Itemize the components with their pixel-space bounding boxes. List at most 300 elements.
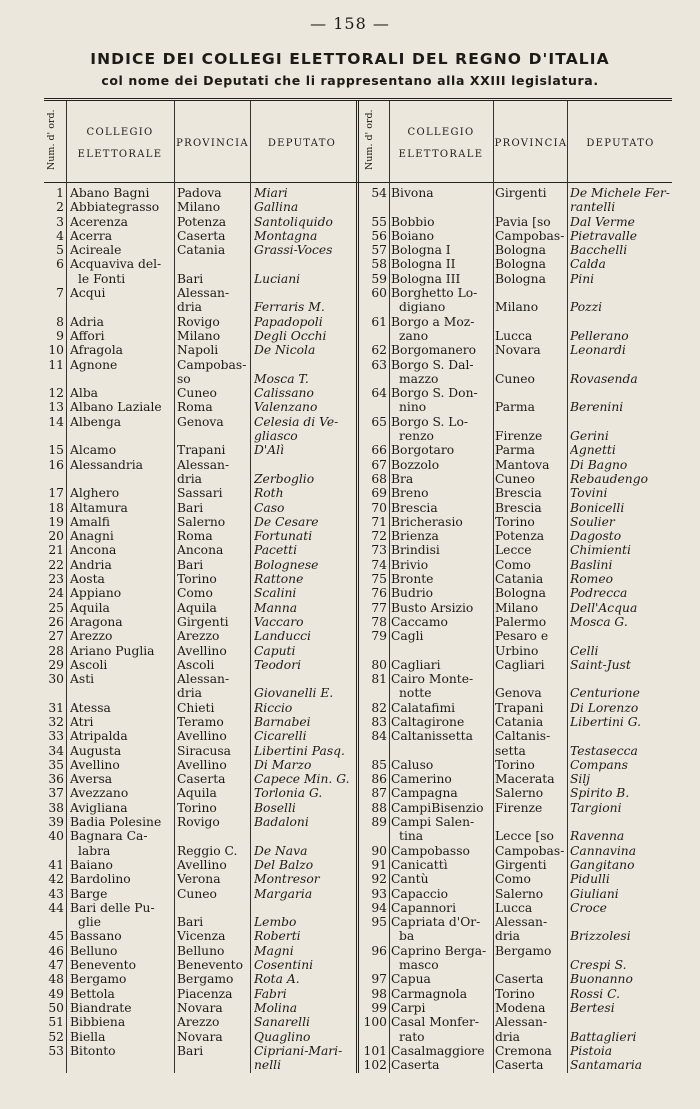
table-cell-line [254, 458, 354, 472]
table-cell-line: Borgo S. Don- [391, 386, 478, 401]
table-cell-line: 40 [48, 829, 64, 844]
table-cell-line: 53 [48, 1043, 64, 1058]
table-cell-line: Girgenti [495, 857, 547, 872]
table-cell-line: dria [177, 471, 203, 486]
table-cell-line [254, 829, 354, 843]
table-cell-line: 28 [48, 643, 64, 658]
table-cell-line: 21 [48, 543, 64, 558]
table-cell-line: Berenini [570, 400, 624, 415]
table-cell-line: Vicenza [177, 929, 226, 944]
table-cell-line: Landucci [254, 629, 311, 644]
table-cell-line: Atripalda [70, 729, 128, 744]
table-cell-line: 62 [371, 343, 387, 358]
table-cell-line: Bagnara Ca- [70, 829, 148, 844]
table-cell-line: 68 [371, 471, 387, 486]
table-cell-line: renzo [399, 429, 434, 444]
table-cell-line: 16 [48, 457, 64, 472]
table-cell-line: Borgo S. Lo- [391, 414, 469, 429]
header-provincia: PROVINCIA [176, 138, 249, 149]
table-cell-line: Sanarelli [254, 1015, 310, 1030]
table-cell-line: Bertesi [570, 1000, 615, 1015]
table-cell-line: Dell'Acqua [570, 600, 638, 615]
table-cell-line: Breno [391, 486, 429, 501]
table-cell-line [44, 429, 64, 443]
table-cell-line [70, 429, 174, 443]
table-cell-line [360, 958, 387, 972]
table-cell-line: Ravenna [570, 829, 625, 844]
table-cell-line: Ascoli [177, 657, 215, 672]
table-cell-line: Appiano [70, 586, 122, 601]
table-cell-line: Alcamo [70, 443, 117, 458]
table-cell-line: Brescia [495, 486, 542, 501]
table-cell-line [360, 429, 387, 443]
table-cell-line: dria [495, 1029, 521, 1044]
table-cell-line: Bologna II [391, 257, 456, 272]
table-cell-line: Ancona [70, 543, 117, 558]
table-divider [356, 101, 359, 1073]
left-collegio-column [70, 186, 174, 1072]
table-cell-line: Bolognese [254, 557, 319, 572]
table-cell-line: Affori [70, 328, 105, 343]
table-cell-line: 85 [371, 757, 387, 772]
table-cell-line: Giovanelli E. [254, 686, 334, 701]
table-cell-line: Santamaria [570, 1058, 643, 1073]
table-cell-line [391, 644, 493, 658]
table-cell-line: Rovigo [177, 314, 220, 329]
table-cell-line: Celesia di Ve- [254, 414, 339, 429]
table-cell-line: Acireale [70, 243, 122, 258]
table-cell-line: Caserta [495, 1058, 544, 1073]
table-cell-line: Cosentini [254, 958, 314, 973]
table-cell-line: Pietravalle [570, 228, 638, 243]
table-cell-line [254, 358, 354, 372]
table-cell-line: 56 [371, 228, 387, 243]
table-cell-line: Campobas- [177, 357, 247, 372]
table-cell-line: Arezzo [177, 629, 220, 644]
table-cell-line: 18 [48, 500, 64, 515]
table-cell-line: Afragola [70, 343, 123, 358]
table-cell-line: 48 [48, 972, 64, 987]
table-cell-line: Albenga [70, 414, 122, 429]
table-cell-line: Biella [70, 1029, 106, 1044]
table-cell-line: Avigliana [70, 800, 128, 815]
right-num-column [360, 186, 387, 1072]
table-cell-line: Boselli [254, 800, 296, 815]
table-cell-line: 43 [48, 886, 64, 901]
table-cell-line: Rattone [254, 572, 304, 587]
table-cell-line: Rossi C. [570, 986, 621, 1001]
table-cell-line: Cipriani-Mari- [254, 1043, 343, 1058]
table-cell-line [360, 200, 387, 214]
table-cell-line: Bari [177, 915, 204, 930]
table-cell-line: 61 [371, 314, 387, 329]
table-cell-line [570, 386, 676, 400]
table-cell-line: 1 [56, 186, 64, 200]
table-cell-line: Torlonia G. [254, 786, 323, 801]
table-cell-line: Catania [495, 714, 544, 729]
table-cell-line: 8 [56, 314, 64, 329]
table-cell-line: Reggio C. [177, 843, 238, 858]
table-cell-line: 49 [48, 986, 64, 1001]
table-cell-line: Caltanissetta [391, 729, 473, 744]
table-cell-line: 78 [371, 614, 387, 629]
table-cell-line: Campi Salen- [391, 815, 475, 830]
table-cell-line [360, 686, 387, 700]
table-cell-line: Budrio [391, 586, 434, 601]
table-cell-line: Manna [254, 600, 298, 615]
table-cell-line [391, 200, 493, 214]
table-cell-line: Compans [570, 757, 628, 772]
table-cell-line: dria [495, 929, 521, 944]
table-cell-line [70, 686, 174, 700]
table-cell-line: 73 [371, 543, 387, 558]
table-cell-line: Calatafimi [391, 700, 456, 715]
table-cell-line: Campobas- [495, 843, 565, 858]
table-cell-line: Di Bagno [570, 457, 628, 472]
table-cell-line: Rovasenda [570, 371, 638, 386]
table-cell-line: 101 [363, 1043, 387, 1058]
table-cell-line [254, 901, 354, 915]
table-cell-line: 51 [48, 1015, 64, 1030]
table-cell-line: Riccio [254, 700, 293, 715]
table-cell-line [570, 358, 676, 372]
table-cell-line: Potenza [177, 214, 227, 229]
table-cell-line [391, 744, 493, 758]
table-cell-line: Parma [495, 443, 535, 458]
table-cell-line: 91 [371, 857, 387, 872]
table-cell-line: Bologna III [391, 271, 461, 286]
table-cell-line [360, 829, 387, 843]
table-cell-line: Bari [177, 500, 204, 515]
table-cell-line: Pavia [so [495, 214, 551, 229]
table-cell-line: 22 [48, 557, 64, 572]
table-cell-line: Rebaudengo [570, 471, 649, 486]
table-cell-line: 32 [48, 714, 64, 729]
table-cell-line: Siracusa [177, 743, 232, 758]
table-cell-line: 90 [371, 843, 387, 858]
table-cell-line [44, 844, 64, 858]
table-cell-line: Avellino [177, 643, 227, 658]
table-cell-line: Brescia [391, 500, 438, 515]
table-cell-line [44, 272, 64, 286]
table-cell-line: Macerata [495, 772, 555, 787]
table-cell-line: Anagni [70, 529, 114, 544]
table-cell-line: Bologna I [391, 243, 451, 258]
table-cell-line [495, 286, 567, 300]
table-cell-line [44, 300, 64, 314]
table-cell-line [177, 1058, 250, 1072]
table-cell-line: Albano Laziale [70, 400, 162, 415]
table-cell-line: Aversa [70, 772, 113, 787]
table-cell-line: Bobbio [391, 214, 435, 229]
table-cell-line: Como [495, 872, 531, 887]
right-collegio-column [391, 186, 493, 1072]
table-cell-line: Valenzano [254, 400, 318, 415]
table-cell-line: Torino [495, 514, 535, 529]
table-cell-line: 75 [371, 572, 387, 587]
table-cell-line [70, 372, 174, 386]
table-cell-line: Lecce [495, 543, 532, 558]
table-cell-line: 42 [48, 872, 64, 887]
table-cell-line: Aragona [70, 614, 123, 629]
table-cell-line: Borgomanero [391, 343, 477, 358]
table-cell-line: Grassi-Voces [254, 243, 333, 258]
table-cell-line: 4 [56, 228, 64, 243]
table-cell-line: 41 [48, 857, 64, 872]
table-cell-line: Bergamo [70, 972, 127, 987]
table-cell-line: Dal Verme [570, 214, 635, 229]
table-cell-line [360, 300, 387, 314]
table-cell-line: Alessan- [177, 672, 230, 687]
table-cell-line: Campobas- [495, 228, 565, 243]
table-cell-line: Fortunati [254, 529, 313, 544]
table-cell-line: Piacenza [177, 986, 233, 1001]
table-cell-line: Cuneo [177, 886, 217, 901]
table-cell-line: Bronte [391, 572, 434, 587]
table-cell-line: 69 [371, 486, 387, 501]
table-cell-line: Trapani [177, 443, 226, 458]
table-cell-line: Rota A. [254, 972, 300, 987]
table-cell-line: Como [177, 586, 213, 601]
table-cell-line [570, 729, 676, 743]
table-cell-line: Caluso [391, 757, 434, 772]
table-cell-line: Arezzo [177, 1015, 220, 1030]
table-cell-line: Arezzo [70, 629, 113, 644]
table-cell-line: 100 [363, 1015, 387, 1030]
table-cell-line: Aquila [177, 600, 217, 615]
table-cell-line: Cantù [391, 872, 429, 887]
table-cell-line: 80 [371, 657, 387, 672]
table-cell-line: Roma [177, 529, 213, 544]
table-cell-line: Belluno [177, 943, 225, 958]
table-cell-line: Roth [254, 486, 284, 501]
table-cell-line: Urbino [495, 643, 539, 658]
table-cell-line: 95 [371, 915, 387, 930]
table-cell-line: Avezzano [70, 786, 129, 801]
table-cell-line: Rovigo [177, 815, 220, 830]
left-num-column [44, 186, 64, 1072]
table-cell-line: Milano [177, 200, 221, 215]
table-cell-line: Altamura [70, 500, 128, 515]
table-cell-line: Atri [70, 714, 94, 729]
table-cell-line [44, 915, 64, 929]
table-cell-line: Caserta [495, 972, 544, 987]
table-cell-line: Gerini [570, 429, 609, 444]
table-cell-line [360, 1030, 387, 1044]
table-cell-line: Bra [391, 471, 414, 486]
table-cell-line: 38 [48, 800, 64, 815]
table-cell-line: Magni [254, 943, 294, 958]
table-cell-line: Campagna [391, 786, 458, 801]
table-cell-line [570, 1015, 676, 1029]
table-cell-line: Tovini [570, 486, 608, 501]
table-cell-line: 33 [48, 729, 64, 744]
table-cell-line: Camerino [391, 772, 452, 787]
table-cell-line: Badaloni [254, 815, 309, 830]
table-cell-line: Torino [177, 572, 217, 587]
table-cell-line: 39 [48, 815, 64, 830]
table-cell-line: Chimienti [570, 543, 631, 558]
table-cell-line: 77 [371, 600, 387, 615]
table-cell-line: Papadopoli [254, 314, 323, 329]
table-cell-line: Bologna [495, 271, 546, 286]
table-cell-line: Ferraris M. [254, 300, 325, 315]
table-cell-line: Carpi [391, 1000, 426, 1015]
table-cell-line [70, 300, 174, 314]
table-cell-line: Torino [495, 757, 535, 772]
table-cell-line: Cuneo [177, 386, 217, 401]
table-cell-line: dria [177, 300, 203, 315]
table-cell-line: 19 [48, 514, 64, 529]
table-cell-line: 99 [371, 1000, 387, 1015]
table-cell-line: Vaccaro [254, 614, 304, 629]
table-cell-line: 89 [371, 815, 387, 830]
table-cell-line: 45 [48, 929, 64, 944]
table-cell-line [360, 644, 387, 658]
table-cell-line [360, 372, 387, 386]
table-cell-line: Avellino [177, 757, 227, 772]
table-cell-line: Ariano Puglia [70, 643, 155, 658]
table-cell-line: Palermo [495, 614, 547, 629]
table-cell-line: Cagliari [495, 657, 545, 672]
table-cell-line: Caserta [177, 228, 226, 243]
table-cell-line: Alessandria [70, 457, 143, 472]
table-cell-line: nino [399, 400, 427, 415]
table-cell-line: Belluno [70, 943, 118, 958]
page-subtitle: col nome dei Deputati che li rappresentano alla XXIII legislatura. [101, 73, 599, 88]
table-cell-line: Battaglieri [570, 1029, 637, 1044]
table-cell-line: Calda [570, 257, 606, 272]
table-cell-line [570, 629, 676, 643]
table-cell-line: Targioni [570, 800, 622, 815]
table-cell-line: Abano Bagni [70, 186, 150, 200]
header-deputato: DEPUTATO [267, 138, 337, 149]
table-cell-line: 57 [371, 243, 387, 258]
table-cell-line: Borgo a Moz- [391, 314, 475, 329]
divider [567, 101, 568, 1073]
table-cell-line [360, 744, 387, 758]
table-cell-line: Acquaviva del- [70, 257, 162, 272]
table-cell-line: Luciani [254, 271, 301, 286]
table-cell-line: Napoli [177, 343, 219, 358]
table-cell-line: Miari [254, 186, 288, 200]
table-cell-line: 87 [371, 786, 387, 801]
header-provincia: PROVINCIA [494, 138, 568, 149]
table-cell-line: Benevento [177, 958, 243, 973]
table-cell-line: Di Marzo [254, 757, 312, 772]
table-cell-line: Genova [495, 686, 542, 701]
divider [389, 101, 390, 1073]
table-cell-line: Potenza [495, 529, 545, 544]
header-num: Num. d' ord. [46, 109, 57, 171]
table-cell-line: Brienza [391, 529, 439, 544]
table-cell-line: Baslini [570, 557, 613, 572]
table-cell-line: 47 [48, 958, 64, 973]
table-cell-line: Cuneo [495, 371, 535, 386]
table-cell-line: Borgo S. Dal- [391, 357, 474, 372]
table-cell-line: Dagosto [570, 529, 622, 544]
table-cell-line: 9 [56, 328, 64, 343]
table-cell-line: Del Balzo [254, 857, 314, 872]
table-cell-line: Santoliquido [254, 214, 333, 229]
table-cell-line: rato [399, 1029, 425, 1044]
left-provincia-column [177, 186, 250, 1072]
table-cell-line [254, 257, 354, 271]
table-cell-line: Gallina [254, 200, 299, 215]
table-cell-line: 76 [371, 586, 387, 601]
table-cell-line: Bardolino [70, 872, 131, 887]
table-cell-line: so [177, 371, 191, 386]
table-cell-line: Bricherasio [391, 514, 463, 529]
table-cell-line: Capriata d'Or- [391, 915, 481, 930]
table-cell-line: zano [399, 328, 429, 343]
table-cell-line: Scalini [254, 586, 297, 601]
table-cell-line: Ascoli [70, 657, 108, 672]
table-cell-line: 6 [56, 257, 64, 272]
table-cell-line: digiano [399, 300, 446, 315]
table-cell-line: Bari [177, 271, 204, 286]
table-cell-line: 17 [48, 486, 64, 501]
table-cell-line: Pacetti [254, 543, 298, 558]
table-cell-line: 37 [48, 786, 64, 801]
table-cell-line: Caputi [254, 643, 296, 658]
table-cell-line [570, 315, 676, 329]
table-cell-line: Bologna [495, 586, 546, 601]
table-cell-line: labra [78, 843, 111, 858]
table-cell-line: Cremona [495, 1043, 552, 1058]
table-cell-line: Libertini Pasq. [254, 743, 345, 758]
table-cell-line: Centurione [570, 686, 640, 701]
table-cell-line [495, 386, 567, 400]
table-cell-line: Croce [570, 900, 607, 915]
table-cell-line: 35 [48, 757, 64, 772]
table-cell-line: Cuneo [495, 471, 535, 486]
table-cell-line: le Fonti [78, 271, 126, 286]
table-cell-line: 59 [371, 271, 387, 286]
table-cell-line [360, 400, 387, 414]
table-cell-line: Montagna [254, 228, 318, 243]
table-cell-line: Aquila [177, 786, 217, 801]
table-cell-line: Leonardi [570, 343, 626, 358]
table-cell-line: Brescia [495, 500, 542, 515]
table-cell-line [44, 472, 64, 486]
table-cell-line: 11 [48, 357, 64, 372]
table-cell-line: Spirito B. [570, 786, 630, 801]
table-cell-line: 23 [48, 572, 64, 587]
table-cell-line: Molina [254, 1000, 298, 1015]
table-cell-line: Pellerano [570, 328, 629, 343]
divider [66, 101, 67, 1073]
table-cell-line: D'Alì [254, 443, 284, 458]
table-cell-line: Capannori [391, 900, 456, 915]
table-cell-line: Celli [570, 643, 599, 658]
table-cell-line: De Cesare [254, 514, 319, 529]
table-cell-line [360, 929, 387, 943]
table-cell-line: Salerno [495, 786, 544, 801]
table-cell-line: 71 [371, 514, 387, 529]
table-cell-line: 98 [371, 986, 387, 1001]
table-cell-line: 97 [371, 972, 387, 987]
table-cell-line: Parma [495, 400, 535, 415]
table-cell-line: Giuliani [570, 886, 619, 901]
table-cell-line: 7 [56, 286, 64, 301]
table-cell-line: Lecce [so [495, 829, 554, 844]
table-cell-line: Barnabei [254, 714, 311, 729]
table-cell-line: setta [495, 743, 526, 758]
table-cell-line: nelli [254, 1058, 281, 1073]
table-cell-line [44, 1058, 64, 1072]
table-cell-line: 70 [371, 500, 387, 515]
